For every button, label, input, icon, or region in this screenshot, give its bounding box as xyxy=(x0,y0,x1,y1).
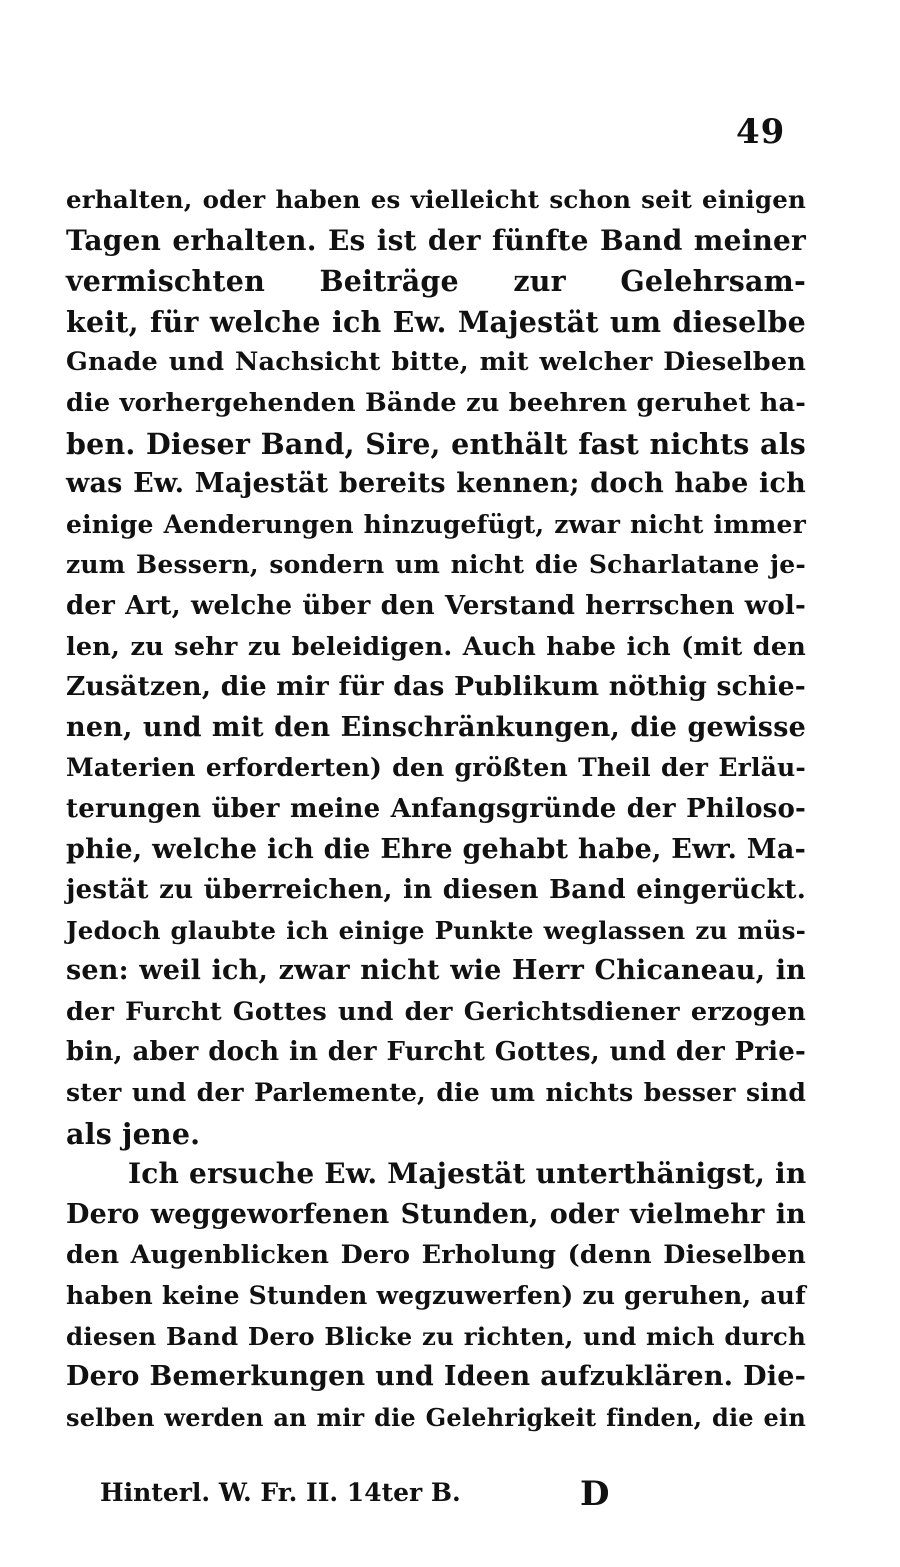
text-line: vermischten Beiträge zur Gelehrsam- xyxy=(66,264,806,299)
text-line: zum Bessern, sondern um nicht die Scharlatane je- xyxy=(66,550,806,580)
page-footer xyxy=(100,1474,640,1522)
text-line: die vorhergehenden Bände zu beehren geruhet ha- xyxy=(66,387,806,418)
text-line: Materien erforderten) den größten Theil der Erläu- xyxy=(66,753,806,783)
text-line: einige Aenderungen hinzugefügt, zwar nicht immer xyxy=(66,509,806,539)
text-line: jestät zu überreichen, in diesen Band eingerückt. xyxy=(66,875,806,906)
page-number: 49 xyxy=(736,112,786,152)
text-line: bin, aber doch in der Furcht Gottes, und der Prie- xyxy=(66,1037,806,1068)
text-line: ben. Dieser Band, Sire, enthält fast nichts als xyxy=(66,426,806,461)
text-line: terungen über meine Anfangsgründe der Philoso- xyxy=(66,793,806,824)
text-line: ster und der Parlemente, die um nichts besser sind xyxy=(66,1078,806,1108)
printer-signature: Hinterl. W. Fr. II. 14ter B. xyxy=(100,1478,461,1507)
text-line: nen, und mit den Einschränkungen, die gewisse xyxy=(66,711,806,743)
sheet-mark: D xyxy=(580,1474,610,1514)
text-line: Dero Bemerkungen und Ideen aufzuklären. Die- xyxy=(66,1361,806,1393)
text-line: phie, welche ich die Ehre gehabt habe, Ewr. Ma- xyxy=(66,833,806,865)
text-line: selben werden an mir die Gelehrigkeit finden, die ein xyxy=(66,1402,806,1432)
text-line: Tagen erhalten. Es ist der fünfte Band meiner xyxy=(66,223,806,257)
text-line: Jedoch glaubte ich einige Punkte weglassen zu müs- xyxy=(66,915,806,945)
text-line: Gnade und Nachsicht bitte, mit welcher Dieselben xyxy=(66,347,806,378)
text-line: als jene. xyxy=(66,1116,201,1151)
text-line: keit, für welche ich Ew. Majestät um dieselbe xyxy=(66,304,806,339)
text-line: diesen Band Dero Blicke zu richten, und mich durch xyxy=(66,1321,806,1351)
text-line: der Furcht Gottes und der Gerichtsdiener erzogen xyxy=(66,996,806,1027)
text-line: haben keine Stunden wegzuwerfen) zu geruhen, auf xyxy=(66,1281,806,1311)
text-line: len, zu sehr zu beleidigen. Auch habe ich (mit den xyxy=(66,631,806,662)
text-line: was Ew. Majestät bereits kennen; doch habe ich xyxy=(66,468,806,500)
paragraph-start-line: Ich ersuche Ew. Majestät unterthänigst, in xyxy=(128,1157,807,1191)
text-line: Dero weggeworfenen Stunden, oder vielmehr in xyxy=(66,1198,806,1230)
text-line: Zusätzen, die mir für das Publikum nöthig schie- xyxy=(66,671,806,703)
text-line: der Art, welche über den Verstand herrschen wol- xyxy=(66,590,806,621)
text-line: den Augenblicken Dero Erholung (denn Dieselben xyxy=(66,1240,806,1271)
body-text xyxy=(66,180,806,1438)
text-line: erhalten, oder haben es vielleicht schon seit einigen xyxy=(66,185,806,214)
text-line: sen: weil ich, zwar nicht wie Herr Chicaneau, in xyxy=(66,955,806,987)
